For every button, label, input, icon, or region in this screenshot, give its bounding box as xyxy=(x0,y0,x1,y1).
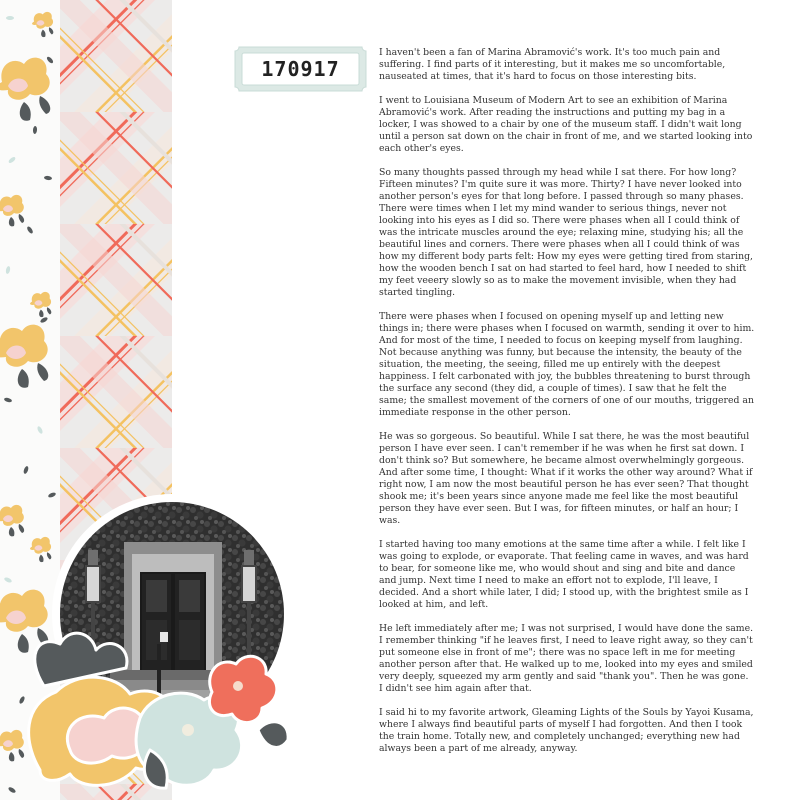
date-label: 170917 xyxy=(261,57,340,81)
journal-entry xyxy=(379,47,755,767)
journal-paragraph-8: I said hi to my favorite artwork, Gleaming Lights of the Souls by Yayoi Kusama, where I always find beautiful parts of myself I had forgotten. And then I took the train home. Totally new, and completely unchanged; everything new had always been a part of me already, anyway. xyxy=(379,707,754,754)
journal-paragraph-6: I started having too many emotions at the same time after a while. I felt like I was going to explode, or evaporate. That feeling came in waves, and was hard to bear, for someone like me, who would shout and sing and bite and dance and jump. Next time I need to make an effort not to explode, I'll leave, I decided. And a short while later, I did; I stood up, with the brightest smile as I looked at him, and left. xyxy=(379,539,749,610)
flower-cluster xyxy=(0,600,300,800)
journal-paragraph-2: I went to Louisiana Museum of Modern Art to see an exhibition of Marina Abramović's work. After reading the instructions and putting my bag in a locker, I was showed to a chair by one of the museum staff. I didn't wait long until a person sat down on the chair in front of me, and we started looking into each other's eyes. xyxy=(379,95,753,154)
journal-paragraph-7: He left immediately after me; I was not surprised, I would have done the same. I remember thinking "if he leaves first, I need to leave right away, so they can't put someone else in front of me"; there was no space left in me for meeting another person after that. He walked up to me, looked into my eyes and smiled very deeply, squeezed my arm gently and said "thank you". Then he was gone. I didn't see him again after that. xyxy=(379,623,754,694)
leaf-icon xyxy=(6,16,14,20)
journal-paragraph-4: There were phases when I focused on opening myself up and letting new things in; there were phases when I focused on warmth, sending it over to him. And for most of the time, I needed to focus on keeping myself from laughing. Not because anything was funny, but because the intensity, the beauty of the situation, the meeting, the seeing, filled me up entirely with the deepest happiness. I felt carbonated with joy, the bubbles threatening to burst through the surface any second (they did, a couple of times). I saw that he felt the same; the smallest movement of the corners of one of our mouths, triggered an immediate response in the other person. xyxy=(379,311,755,418)
journal-paragraph-1: I haven't been a fan of Marina Abramović's work. It's too much pain and suffering. I find parts of it interesting, but it makes me so uncomfortable, nauseated at times, that it's hard to focus on those interesting bits. xyxy=(379,47,726,82)
journal-paragraph-3: So many thoughts passed through my head while I sat there. For how long? Fifteen minutes? I'm quite sure it was more. Thirty? I have never looked into another person's eyes for that long before. I passed through so many phases. There were times when I let my mind wander to serious things, never not looking into his eyes as I did so. There were phases when all I could think of was the intricate muscles around the eye; relaxing mine, studying his; all the beautiful lines and corners. There were phases when all I could think of was how my different body parts felt: How my eyes were getting tired from staring, how the wooden bench I sat on had started to feel hard, how I needed to shift my feet veeery slowly so as to make the movement invisible, when they had started tingling. xyxy=(379,167,753,298)
journal-paragraph-5: He was so gorgeous. So beautiful. While I sat there, he was the most beautiful person I have ever seen. I can't remember if he was when he first sat down. I don't think so? But somewhere, he became almost overwhelmingly gorgeous. And after some time, I thought: What if it works the other way around? What if right now, I am now the most beautiful person he has ever seen? That thought shook me; it's been years since anyone made me feel like the most beautiful person they have ever seen. But I was, for fifteen minutes, or half an hour; I was. xyxy=(379,431,753,526)
